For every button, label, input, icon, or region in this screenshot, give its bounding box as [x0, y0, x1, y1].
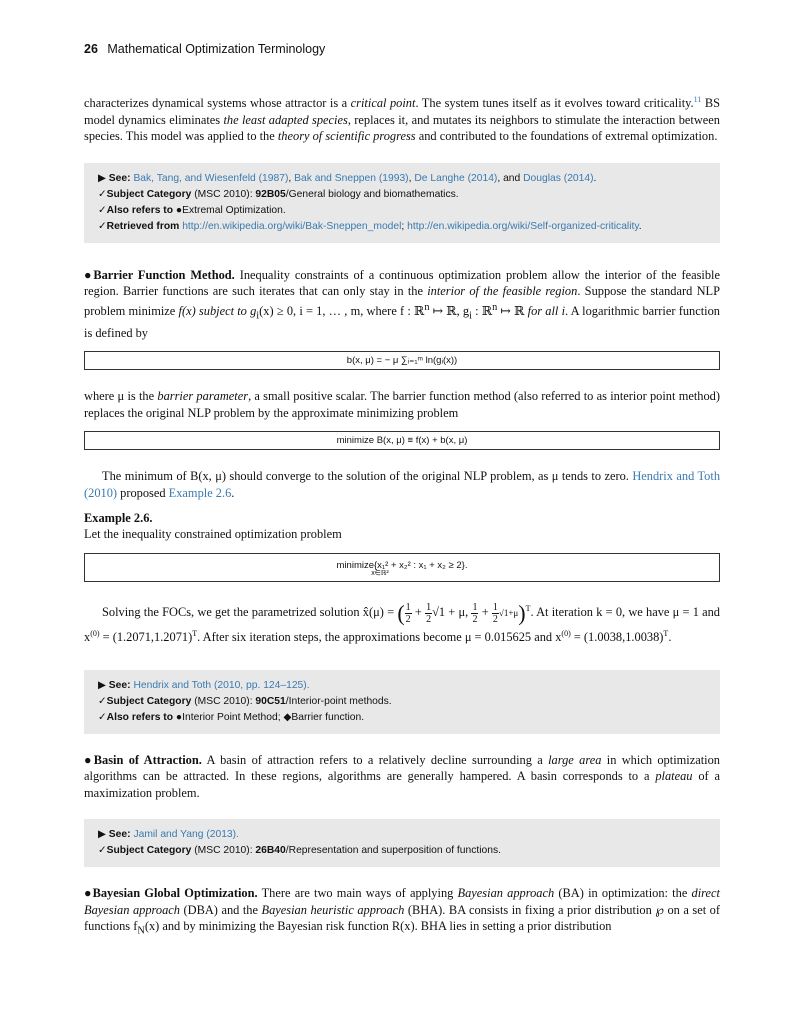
category-code: 92B05: [255, 188, 286, 200]
equation-box: b(x, μ) = − μ ∑ᵢ₌₁ᵐ ln(gᵢ(x)): [84, 351, 720, 370]
frac-num: 1: [472, 601, 478, 613]
entry-em: interior of the feasible region: [427, 284, 578, 299]
frac-den: 2: [472, 613, 478, 625]
citation-link[interactable]: Bak, Tang, and Wiesenfeld (1987): [133, 172, 289, 184]
barrier-paragraph-2: [84, 388, 720, 421]
page-number: 26: [84, 42, 98, 56]
superscript: (0): [90, 628, 100, 638]
frac-den: 2: [405, 613, 411, 625]
see-label: See:: [108, 829, 131, 841]
category-code: 90C51: [255, 695, 286, 707]
entry-math: ↦ ℝ: [497, 303, 528, 318]
intro-em: theory of scientific progress: [277, 129, 416, 144]
entry-text: (BA) in optimization: the: [554, 886, 692, 901]
reference-box-3: [84, 819, 720, 867]
entry-text: proposed: [117, 485, 169, 500]
check-icon: ✓: [98, 188, 107, 200]
frac-num: 1: [492, 601, 498, 613]
subject-category-line: [98, 694, 706, 710]
check-icon: ✓: [98, 845, 107, 857]
example-link[interactable]: Example 2.6: [168, 485, 232, 500]
entry-em: plateau: [655, 769, 693, 784]
citation-link[interactable]: Jamil and Yang (2013).: [133, 829, 239, 841]
retrieved-label: Retrieved from: [106, 220, 180, 232]
entry-title: Bayesian Global Optimization.: [92, 886, 258, 901]
entry-text: where μ is the: [84, 389, 158, 404]
citation-link[interactable]: Hendrix and Toth (2010, pp. 124–125).: [133, 679, 310, 691]
frac-num: 1: [405, 601, 411, 613]
example-title: Example 2.6.: [84, 511, 153, 526]
running-title: Mathematical Optimization Terminology: [107, 42, 326, 56]
see-arrow-icon: ▶: [98, 172, 106, 184]
entry-math: i: [256, 310, 260, 322]
entry-text: Inequality constraints of a continuous optimization problem allow the interior of the feasible region. Barrier functions are such iterates that can only stay in the: [84, 267, 720, 299]
citation-link[interactable]: De Langhe (2014): [414, 172, 498, 184]
separator: .: [638, 220, 642, 232]
see-label: See:: [108, 679, 131, 691]
separator: ;: [401, 220, 408, 232]
entry-title: Basin of Attraction.: [93, 752, 202, 767]
intro-em: critical point: [350, 96, 416, 111]
also-link[interactable]: Interior Point Method;: [182, 711, 284, 723]
intro-text: characterizes dynamical systems whose attractor is a: [84, 96, 351, 111]
subject-category-line: [98, 843, 706, 859]
bayes-paragraph: [84, 885, 720, 940]
entry-text: . Suppose the standard NLP problem minimize: [84, 284, 720, 318]
see-label: See:: [108, 172, 131, 184]
transpose-mark: T: [192, 628, 198, 638]
entry-math: i: [469, 310, 472, 322]
transpose-mark: T: [525, 603, 531, 613]
msc-text: (MSC 2010):: [191, 188, 256, 200]
entry-text: (BHA). BA consists in fixing a prior distribution ℘ on a set of functions f: [84, 902, 720, 934]
intro-text: , replaces it, and mutates its neighbors to stimulate the interaction between species. This model was applied to the: [84, 112, 720, 144]
entry-em: Bayesian heuristic approach: [261, 902, 405, 917]
barrier-paragraph-3: [84, 468, 720, 501]
solution-text: = (1.2071,1.2071): [99, 629, 193, 644]
citation-link[interactable]: Douglas (2014): [523, 172, 594, 184]
category-label: Subject Category: [106, 695, 192, 707]
url-link[interactable]: http://en.wikipedia.org/wiki/Self-organized-criticality: [407, 220, 639, 232]
check-icon: ✓: [98, 204, 107, 216]
see-line: [98, 171, 706, 187]
paren-right: ): [518, 600, 526, 625]
footnote-marker[interactable]: 11: [693, 95, 702, 104]
entry-text: (DBA) and the: [179, 902, 262, 917]
also-label: Also refers to: [106, 711, 174, 723]
entry-math: n: [492, 301, 498, 313]
entry-text: There are two main ways of applying: [257, 886, 458, 901]
solution-text: +: [411, 604, 426, 619]
separator: ,: [408, 172, 415, 184]
equation-subscript: x∈ℝ²: [371, 569, 389, 577]
intro-text: and contributed to the foundations of extremal optimization.: [415, 129, 718, 144]
separator: ,: [288, 172, 295, 184]
see-line: [98, 678, 706, 694]
category-text: /General biology and biomathematics.: [285, 188, 459, 200]
category-label: Subject Category: [106, 845, 192, 857]
fraction: [405, 602, 412, 625]
also-link[interactable]: Extremal Optimization.: [182, 204, 286, 216]
entry-text: , a small positive scalar. The barrier function method (also referred to as interior point method) replaces the original NLP problem by the approximate minimizing problem: [84, 389, 720, 420]
solution-text: = (1.0038,1.0038): [570, 629, 664, 644]
msc-text: (MSC 2010):: [191, 695, 256, 707]
category-label: Subject Category: [106, 188, 192, 200]
frac-den: 2: [426, 613, 432, 625]
solution-text: Solving the FOCs, we get the parametrized solution x̂(μ) =: [102, 604, 398, 619]
intro-paragraph: [84, 92, 720, 145]
intro-text: . The system tunes itself as it evolves toward criticality.: [415, 96, 694, 111]
page-header: [84, 42, 325, 56]
example-equation: minimize{x₁² + x₂² : x₁ + x₂ ≥ 2}.: [336, 559, 468, 571]
see-arrow-icon: ▶: [98, 829, 106, 841]
entry-math: N: [137, 925, 145, 937]
entry-math: : ℝ: [471, 303, 493, 318]
solution-text: √1+μ: [498, 607, 519, 618]
subject-category-line: [98, 187, 706, 203]
solution-text: √1 + μ,: [432, 604, 472, 619]
entry-text: in which optimization algorithms can be attracted. In these regions, algorithms are generally hampered. A basin corresponds to a: [84, 752, 720, 784]
separator: .: [593, 172, 597, 184]
entry-em: large area: [548, 752, 602, 767]
retrieved-line: [98, 219, 706, 235]
separator: , and: [497, 172, 524, 184]
bullet-icon: ●: [175, 711, 183, 723]
also-label: Also refers to: [106, 204, 174, 216]
frac-num: 1: [426, 601, 432, 613]
page-content: [84, 92, 720, 940]
barrier-paragraph: [84, 267, 720, 342]
category-text: /Representation and superposition of functions.: [285, 845, 501, 857]
entry-em: barrier parameter: [157, 389, 249, 404]
equation-box: minimize B(x, μ) ≡ f(x) + b(x, μ): [84, 431, 720, 450]
check-icon: ✓: [98, 711, 107, 723]
superscript: (0): [561, 628, 571, 638]
reference-box-2: [84, 670, 720, 734]
url-link[interactable]: http://en.wikipedia.org/wiki/Bak-Sneppen_model: [182, 220, 402, 232]
entry-em: Bayesian approach: [457, 886, 555, 901]
entry-math: f(x) subject to g: [178, 303, 257, 318]
basin-paragraph: [84, 752, 720, 802]
frac-den: 2: [492, 613, 498, 625]
paren-left: (: [397, 600, 405, 625]
see-arrow-icon: ▶: [98, 679, 106, 691]
example-solution: [84, 600, 720, 646]
entry-text: The minimum of B(x, μ) should converge to the solution of the original NLP problem, as μ tends to zero.: [102, 469, 633, 484]
entry-em: for all i: [527, 303, 566, 318]
intro-text: BS model dynamics eliminates: [84, 96, 720, 127]
citation-link[interactable]: Bak and Sneppen (1993): [294, 172, 409, 184]
bullet-icon: ●: [84, 886, 93, 901]
see-line: [98, 827, 706, 843]
citation-link[interactable]: Hendrix and Toth (2010): [84, 469, 721, 500]
entry-em: direct Bayesian approach: [84, 886, 720, 917]
entry-math: n: [424, 301, 430, 313]
msc-text: (MSC 2010):: [191, 845, 256, 857]
diamond-icon: ◆: [283, 711, 292, 723]
solution-text: . After six iteration steps, the approximations become μ = 0.015625 and x: [197, 629, 562, 644]
entry-text: .: [231, 485, 235, 500]
entry-math: ↦ ℝ, g: [429, 303, 470, 318]
bullet-icon: ●: [84, 752, 94, 767]
solution-text: .: [668, 629, 672, 644]
entry-title: Barrier Function Method.: [93, 267, 235, 282]
equation-box: [84, 553, 720, 582]
entry-math: (x) ≥ 0, i = 1, … , m, where f : ℝ: [259, 303, 425, 318]
transpose-mark: T: [663, 628, 669, 638]
example-intro: Let the inequality constrained optimization problem: [84, 527, 342, 542]
solution-text: . At iteration k = 0, we have μ = 1 and x: [84, 604, 721, 644]
intro-em: the least adapted species: [223, 112, 348, 127]
check-icon: ✓: [98, 220, 107, 232]
category-code: 26B40: [255, 845, 286, 857]
entry-text: A basin of attraction refers to a relatively decline surrounding a: [201, 752, 549, 767]
entry-text: of a maximization problem.: [84, 769, 720, 800]
also-refers-line: [98, 710, 706, 726]
check-icon: ✓: [98, 695, 107, 707]
category-text: /Interior-point methods.: [285, 695, 392, 707]
solution-text: +: [478, 604, 492, 619]
also-link[interactable]: Barrier function.: [291, 711, 365, 723]
also-refers-line: [98, 203, 706, 219]
entry-text: . A logarithmic barrier function is defined by: [84, 303, 720, 340]
fraction: [492, 602, 499, 625]
bullet-icon: ●: [175, 204, 183, 216]
reference-box-1: [84, 163, 720, 243]
bullet-icon: ●: [84, 267, 94, 282]
entry-text: (x) and by minimizing the Bayesian risk function R(x). BHA lies in setting a prior distribution: [144, 919, 612, 934]
